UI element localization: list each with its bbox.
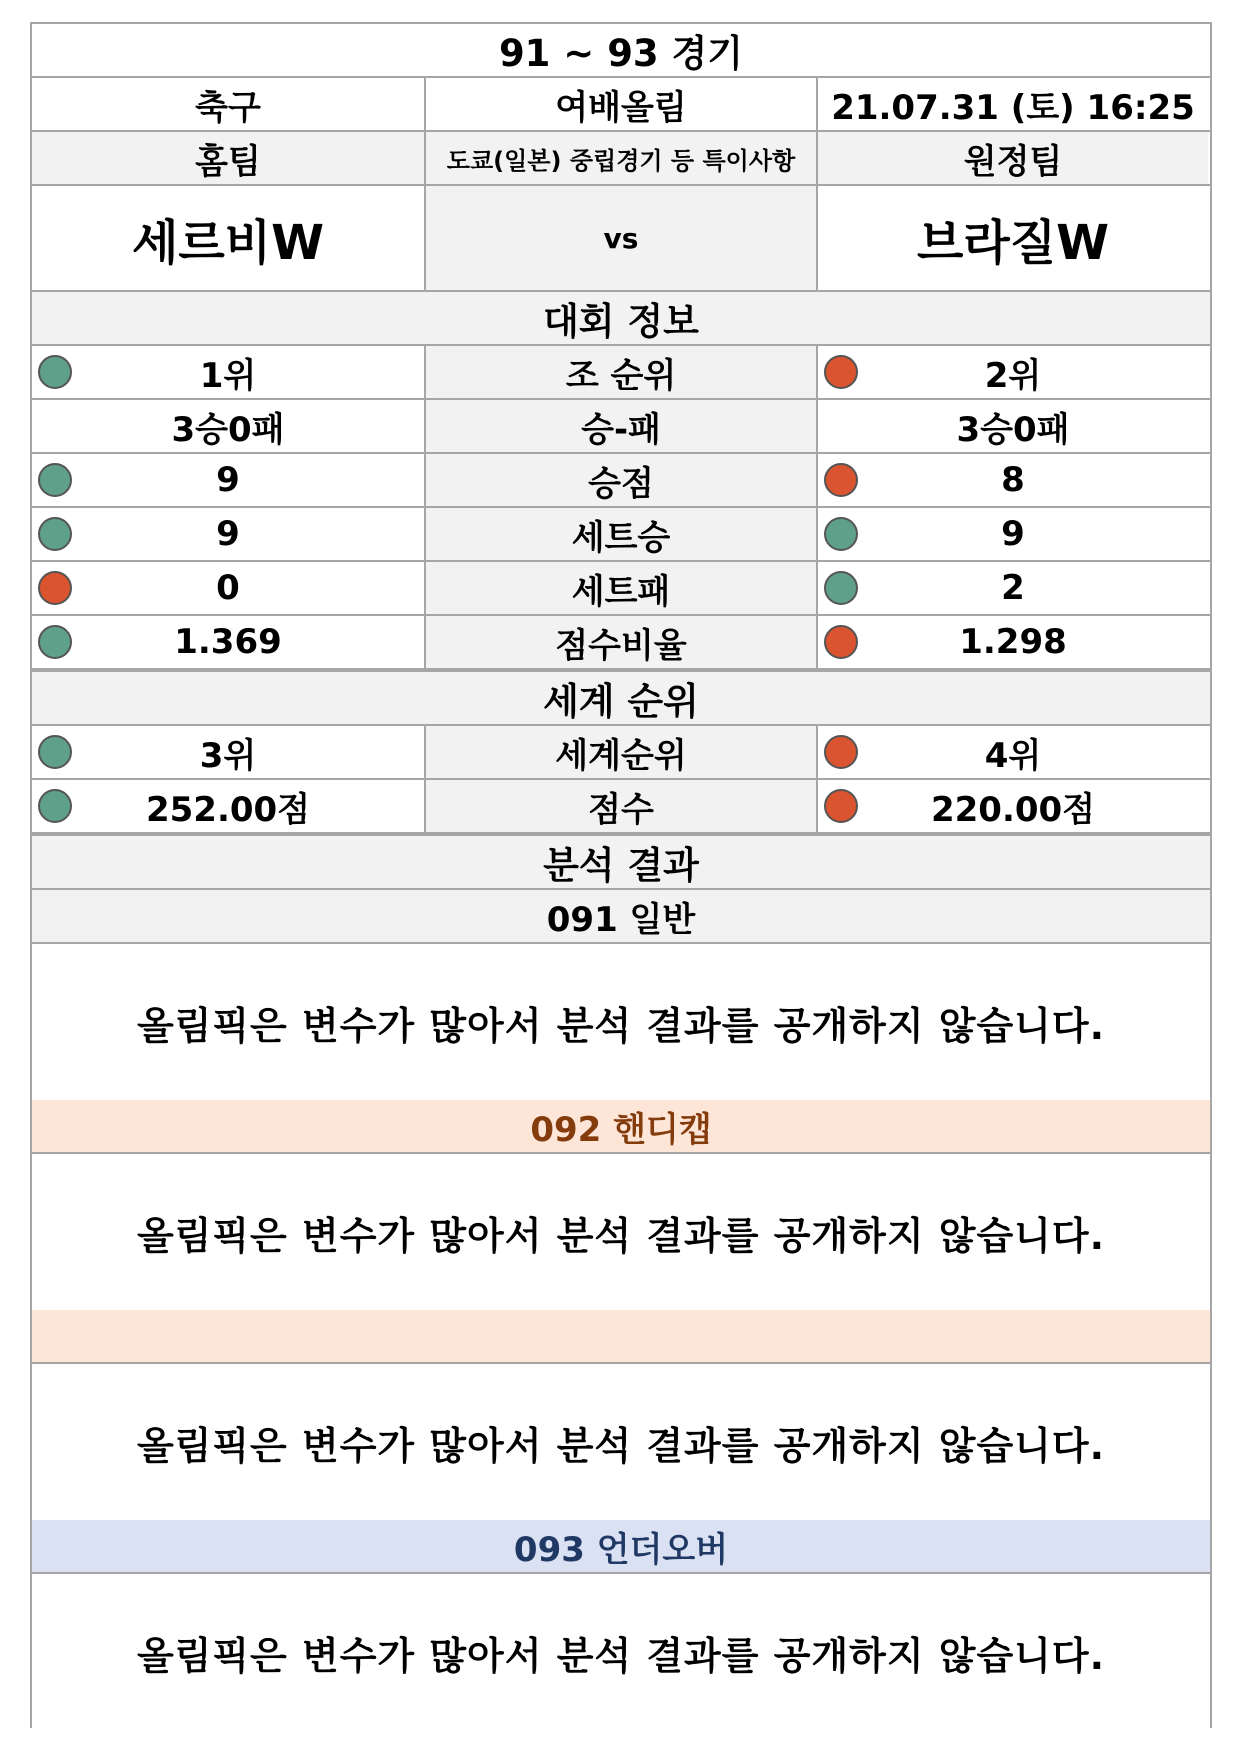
tournament-stat-away-value <box>816 454 1208 506</box>
tournament-stat-label <box>424 454 816 506</box>
tournament-stat-home-value-text: 9 <box>216 514 240 554</box>
world-stat-home-value-text: 3위 <box>199 735 257 776</box>
tournament-stat-label <box>424 616 816 668</box>
section-093-title-row <box>30 1518 1212 1572</box>
tournament-stat-row <box>30 452 1212 506</box>
home-label: 홈팀 <box>32 132 424 184</box>
tournament-stat-label-text: 조 순위 <box>565 355 677 396</box>
analysis-header: 분석 결과 <box>32 836 1210 888</box>
match-datetime: 21.07.31 (토) 16:25 <box>816 78 1208 130</box>
status-dot-icon <box>38 735 72 769</box>
tournament-stat-away-value <box>816 562 1208 614</box>
world-stat-label-text: 점수 <box>588 789 654 830</box>
status-dot-icon <box>38 517 72 551</box>
tournament-stat-row <box>30 506 1212 560</box>
tournament-stat-row <box>30 398 1212 452</box>
section-092-title-row <box>30 1098 1212 1152</box>
tournament-stat-label-text: 세트승 <box>571 517 671 558</box>
world-stat-label-text: 세계순위 <box>555 735 687 776</box>
section-title-092: 092 핸디캡 <box>32 1100 1210 1152</box>
tournament-stat-row <box>30 614 1212 670</box>
tournament-header: 대회 정보 <box>32 292 1210 344</box>
tournament-stat-home-value <box>32 454 424 506</box>
tournament-stat-label-text: 점수비율 <box>555 625 687 666</box>
world-stat-label <box>424 780 816 832</box>
status-dot-icon <box>824 355 858 389</box>
section-title-093: 093 언더오버 <box>32 1520 1210 1572</box>
section-092-body-row <box>30 1152 1212 1308</box>
section-text-093: 올림픽은 변수가 많아서 분석 결과를 공개하지 않습니다. <box>32 1574 1210 1730</box>
tournament-stat-away-value <box>816 346 1208 398</box>
section-text-091: 올림픽은 변수가 많아서 분석 결과를 공개하지 않습니다. <box>32 944 1210 1100</box>
tournament-stat-home-value <box>32 346 424 398</box>
tournament-rows <box>30 344 1212 670</box>
teams-row <box>30 184 1212 290</box>
tournament-stat-away-value-text: 3승0패 <box>956 409 1070 450</box>
status-dot-icon <box>824 571 858 605</box>
tournament-stat-away-value-text: 2 <box>1001 568 1025 608</box>
tournament-stat-label <box>424 508 816 560</box>
away-label: 원정팀 <box>816 132 1208 184</box>
status-dot-icon <box>38 789 72 823</box>
page-title: 91 ~ 93 경기 <box>32 24 1210 76</box>
world-stat-label <box>424 726 816 778</box>
status-dot-icon <box>824 789 858 823</box>
section-title-blank <box>32 1310 1210 1362</box>
world-stat-away-value-text: 4위 <box>984 735 1042 776</box>
section-091-body-row <box>30 942 1212 1098</box>
section-091-title-row <box>30 888 1212 942</box>
tournament-stat-home-value-text: 0 <box>216 568 240 608</box>
world-stat-row <box>30 778 1212 834</box>
league: 여배올림 <box>424 78 816 130</box>
title-row <box>30 22 1212 76</box>
section-blank-body-row <box>30 1362 1212 1518</box>
tournament-stat-label-text: 세트패 <box>571 571 671 612</box>
tournament-stat-label <box>424 562 816 614</box>
status-dot-icon <box>824 463 858 497</box>
status-dot-icon <box>38 463 72 497</box>
world-stat-away-value-text: 220.00점 <box>930 789 1096 830</box>
world-stat-home-value <box>32 726 424 778</box>
tournament-stat-away-value <box>816 508 1208 560</box>
tournament-stat-away-value-text: 2위 <box>984 355 1042 396</box>
status-dot-icon <box>38 571 72 605</box>
tournament-stat-home-value-text: 3승0패 <box>171 409 285 450</box>
tournament-stat-label <box>424 400 816 452</box>
world-header-row <box>30 670 1212 724</box>
world-stat-away-value <box>816 726 1208 778</box>
tournament-stat-label-text: 승점 <box>588 463 654 504</box>
tournament-stat-home-value <box>32 400 424 452</box>
section-093-body-row <box>30 1572 1212 1728</box>
tournament-stat-away-value-text: 9 <box>1001 514 1025 554</box>
tournament-stat-away-value-text: 1.298 <box>959 622 1067 662</box>
tournament-stat-home-value-text: 9 <box>216 460 240 500</box>
away-team: 브라질W <box>816 186 1208 290</box>
status-dot-icon <box>824 735 858 769</box>
tournament-stat-away-value <box>816 400 1208 452</box>
section-text-092: 올림픽은 변수가 많아서 분석 결과를 공개하지 않습니다. <box>32 1154 1210 1310</box>
world-header: 세계 순위 <box>32 672 1210 724</box>
world-stat-row <box>30 724 1212 778</box>
tournament-stat-home-value <box>32 562 424 614</box>
world-rows <box>30 724 1212 834</box>
tournament-stat-label <box>424 346 816 398</box>
tournament-stat-home-value-text: 1.369 <box>174 622 282 662</box>
section-title-091: 091 일반 <box>32 890 1210 942</box>
status-dot-icon <box>824 625 858 659</box>
analysis-header-row <box>30 834 1212 888</box>
label-row <box>30 130 1212 184</box>
home-team: 세르비W <box>32 186 424 290</box>
info-row <box>30 76 1212 130</box>
sport: 축구 <box>32 78 424 130</box>
world-stat-home-value <box>32 780 424 832</box>
note-label: 도쿄(일본) 중립경기 등 특이사항 <box>424 132 816 184</box>
vs-label: vs <box>424 186 816 290</box>
tournament-stat-label-text: 승-패 <box>581 409 661 450</box>
match-sheet <box>30 22 1212 1728</box>
tournament-stat-away-value <box>816 616 1208 668</box>
tournament-stat-row <box>30 560 1212 614</box>
tournament-stat-home-value <box>32 616 424 668</box>
world-stat-away-value <box>816 780 1208 832</box>
tournament-stat-away-value-text: 8 <box>1001 460 1025 500</box>
section-text-blank: 올림픽은 변수가 많아서 분석 결과를 공개하지 않습니다. <box>32 1364 1210 1520</box>
status-dot-icon <box>824 517 858 551</box>
tournament-stat-home-value-text: 1위 <box>199 355 257 396</box>
tournament-header-row <box>30 290 1212 344</box>
tournament-stat-home-value <box>32 508 424 560</box>
world-stat-home-value-text: 252.00점 <box>145 789 311 830</box>
status-dot-icon <box>38 355 72 389</box>
section-blank-title-row <box>30 1308 1212 1362</box>
status-dot-icon <box>38 625 72 659</box>
tournament-stat-row <box>30 344 1212 398</box>
